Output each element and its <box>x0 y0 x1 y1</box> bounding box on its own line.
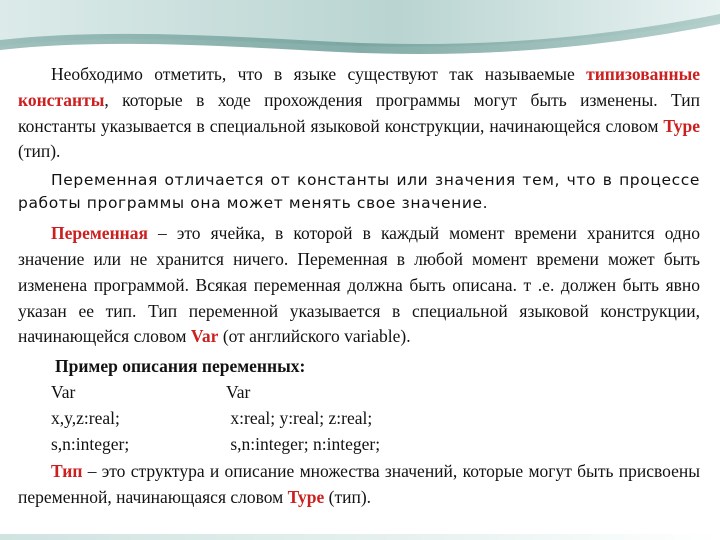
keyword-var: Var <box>190 326 219 347</box>
example-heading: Пример описания переменных: <box>55 356 306 377</box>
paragraph-variable-definition <box>18 221 700 350</box>
paragraph-text: (от английского variable). <box>218 326 411 347</box>
code-right: s,n:integer; n:integer; <box>226 433 381 454</box>
paragraph-text: (тип). <box>324 487 372 508</box>
code-left: s,n:integer; <box>51 433 130 454</box>
code-left: x,y,z:real; <box>51 407 120 428</box>
paragraph-type-definition <box>18 459 700 511</box>
wave-decoration <box>0 0 720 70</box>
keyword-type: Type <box>663 115 700 136</box>
term-variable: Переменная <box>51 223 148 244</box>
footer-decorative-band <box>0 534 720 540</box>
keyword-type: Type <box>287 487 325 508</box>
code-right: Var <box>226 381 251 402</box>
paragraph-text: Необходимо отметить, что в языке существуют так называемые <box>51 64 587 84</box>
code-right: x:real; y:real; z:real; <box>226 407 373 428</box>
slide-content <box>18 62 700 511</box>
paragraph-text: , которые в ходе прохождения программы могут быть изменены. Тип константы указывается в специальной языковой конструкции, начинающейся словом <box>18 89 700 136</box>
code-row <box>18 432 700 458</box>
highlight-typed-constants: типизованные константы <box>18 64 700 110</box>
code-example <box>18 380 700 457</box>
code-row <box>18 380 700 406</box>
term-type: Тип <box>51 461 83 482</box>
header-decorative-band <box>0 0 720 70</box>
paragraph-variable-vs-constant: Переменная отличается от константы или значения тем, что в процессе работы программы она может менять свое значение. <box>18 171 700 213</box>
paragraph-text: – это ячейка, в которой в каждый момент времени хранится одно значение или не хранится ничего. Переменная в любой момент времени может быть изменена программой. Всякая переменная должна быть описана. т .е. должен быть явно указан ее тип. Тип переменной указывается в специальной языковой конструкции, начинающейся словом <box>18 223 700 347</box>
paragraph-text: (тип). <box>18 141 61 162</box>
code-left: Var <box>51 381 76 402</box>
code-row <box>18 406 700 432</box>
paragraph-typed-constants <box>18 62 700 165</box>
paragraph-text: – это структура и описание множества значений, которые могут быть присвоены переменной, начинающаяся словом <box>18 461 700 508</box>
